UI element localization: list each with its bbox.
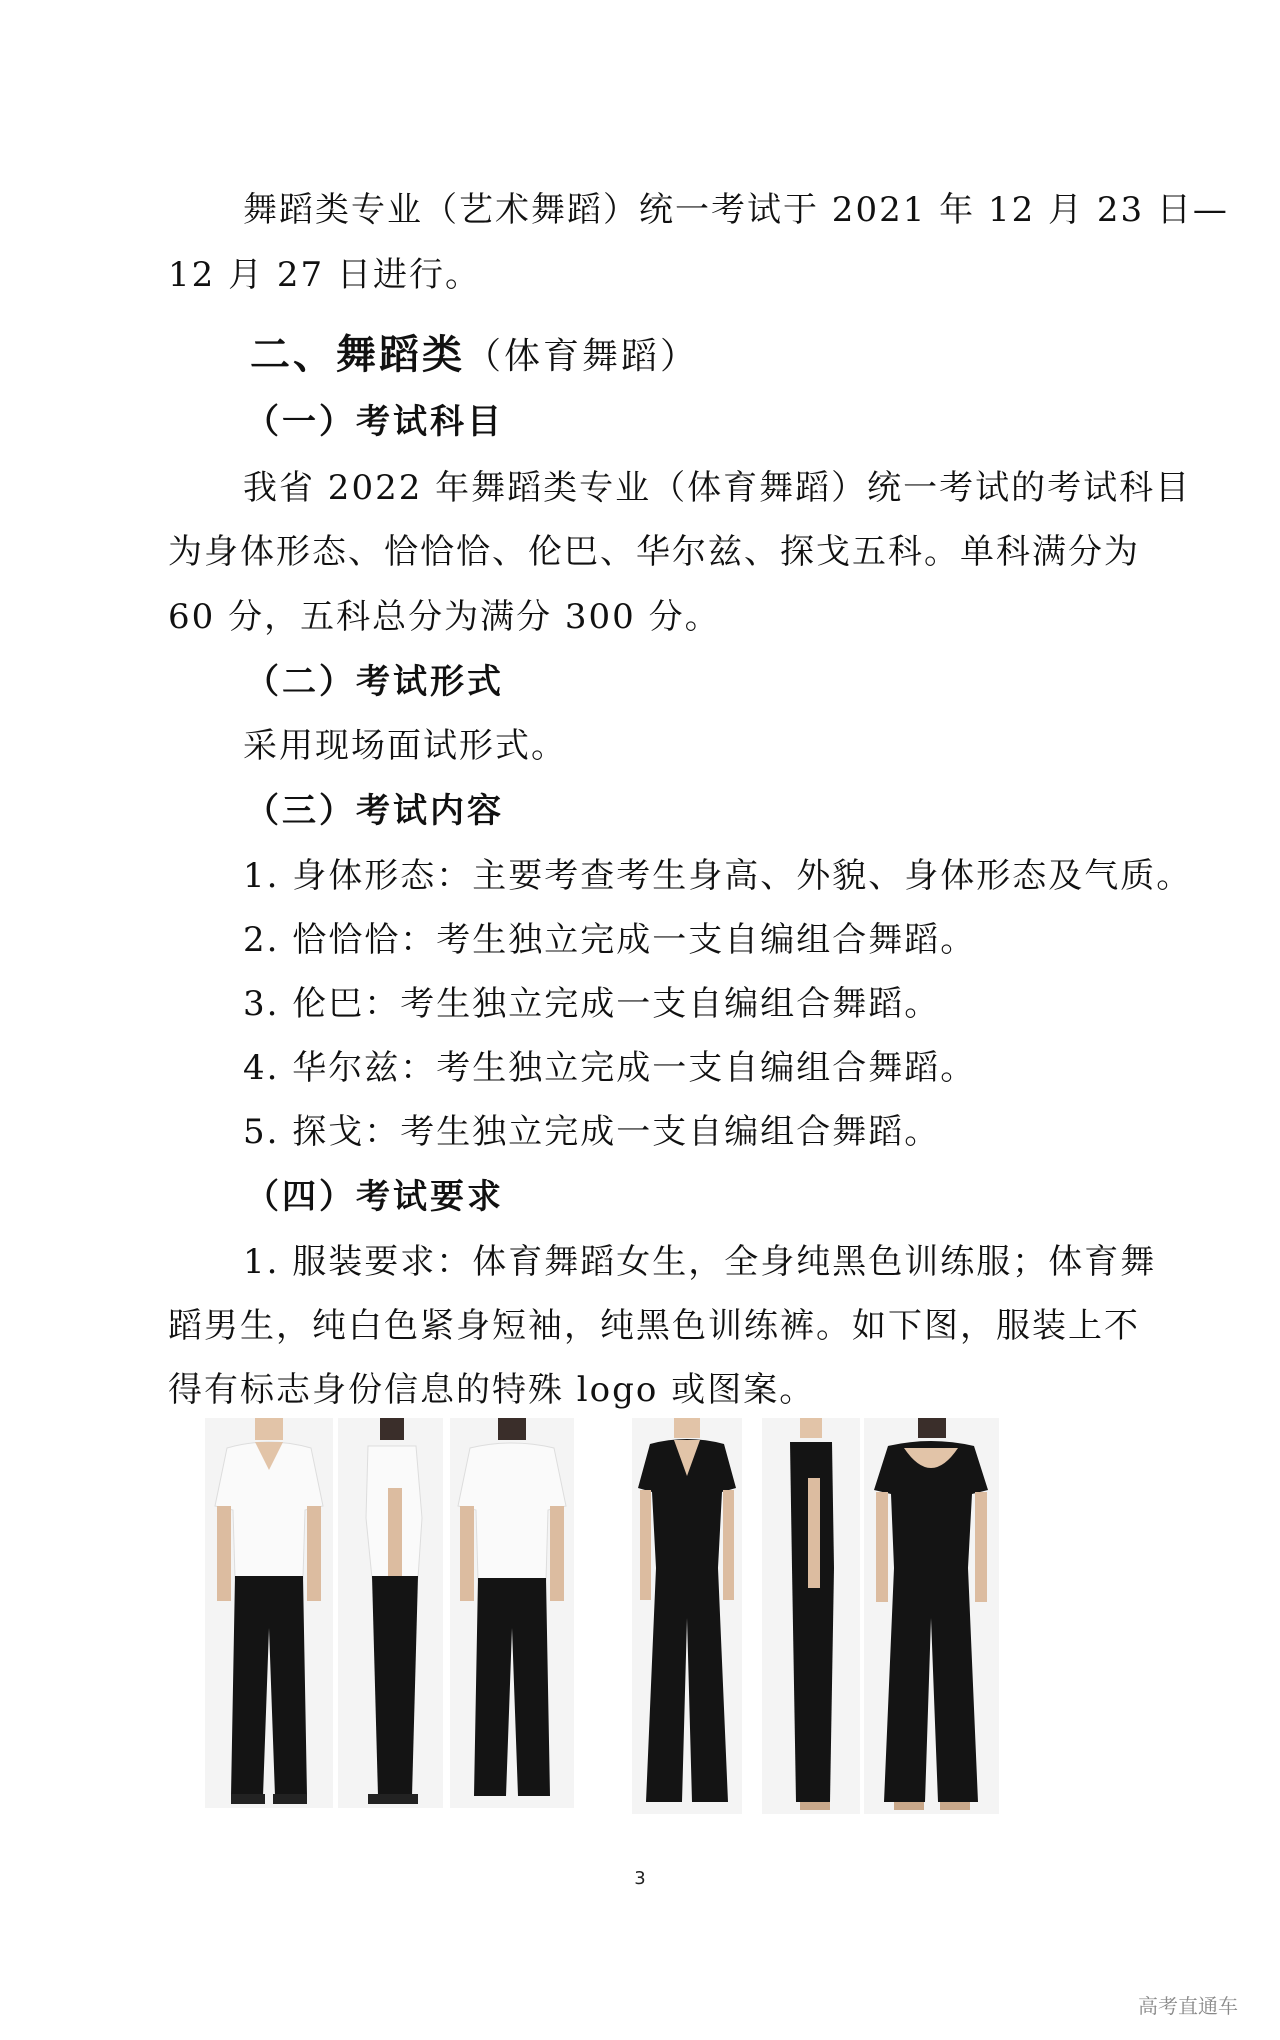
page-number: 3: [634, 1868, 646, 1889]
paragraph-line: 蹈男生，纯白色紧身短袖，纯黑色训练裤。如下图，服装上不: [168, 1306, 1140, 1346]
paragraph-line: 采用现场面试形式。: [243, 726, 567, 766]
list-item: 1. 身体形态：主要考查考生身高、外貌、身体形态及气质。: [243, 856, 1193, 896]
paragraph-line: 1. 服装要求：体育舞蹈女生，全身纯黑色训练服；体育舞: [243, 1242, 1157, 1282]
list-item: 2. 恰恰恰：考生独立完成一支自编组合舞蹈。: [243, 920, 977, 960]
subheading-exam-requirements: （四）考试要求: [245, 1177, 504, 1217]
intro-line-1: 舞蹈类专业（艺术舞蹈）统一考试于 2021 年 12 月 23 日—: [243, 190, 1229, 230]
subheading-exam-subjects: （一）考试科目: [245, 402, 504, 442]
list-item: 4. 华尔兹：考生独立完成一支自编组合舞蹈。: [243, 1048, 977, 1088]
section-heading-subtitle: （体育舞蹈）: [465, 336, 700, 377]
section-heading-title: 二、舞蹈类: [250, 332, 465, 378]
male-outfit-back-photo: [450, 1418, 574, 1808]
paragraph-line: 我省 2022 年舞蹈类专业（体育舞蹈）统一考试的考试科目: [243, 468, 1192, 508]
paragraph-line: 60 分，五科总分为满分 300 分。: [168, 597, 721, 637]
watermark: 高考直通车: [1138, 1994, 1238, 2018]
paragraph-line: 得有标志身份信息的特殊 logo 或图案。: [168, 1370, 816, 1410]
female-outfit-side-photo: [762, 1418, 860, 1814]
female-outfit-front-photo: [632, 1418, 742, 1814]
male-outfit-side-photo: [338, 1418, 443, 1808]
list-item: 5. 探戈：考生独立完成一支自编组合舞蹈。: [243, 1112, 941, 1152]
paragraph-line: 为身体形态、恰恰恰、伦巴、华尔兹、探戈五科。单科满分为: [168, 532, 1140, 572]
subheading-exam-format: （二）考试形式: [245, 662, 504, 702]
subheading-exam-content: （三）考试内容: [245, 791, 504, 831]
section-heading: [250, 333, 699, 379]
female-outfit-back-photo: [864, 1418, 999, 1814]
male-outfit-front-photo: [205, 1418, 333, 1808]
list-item: 3. 伦巴：考生独立完成一支自编组合舞蹈。: [243, 984, 941, 1024]
intro-line-2: 12 月 27 日进行。: [168, 255, 481, 295]
